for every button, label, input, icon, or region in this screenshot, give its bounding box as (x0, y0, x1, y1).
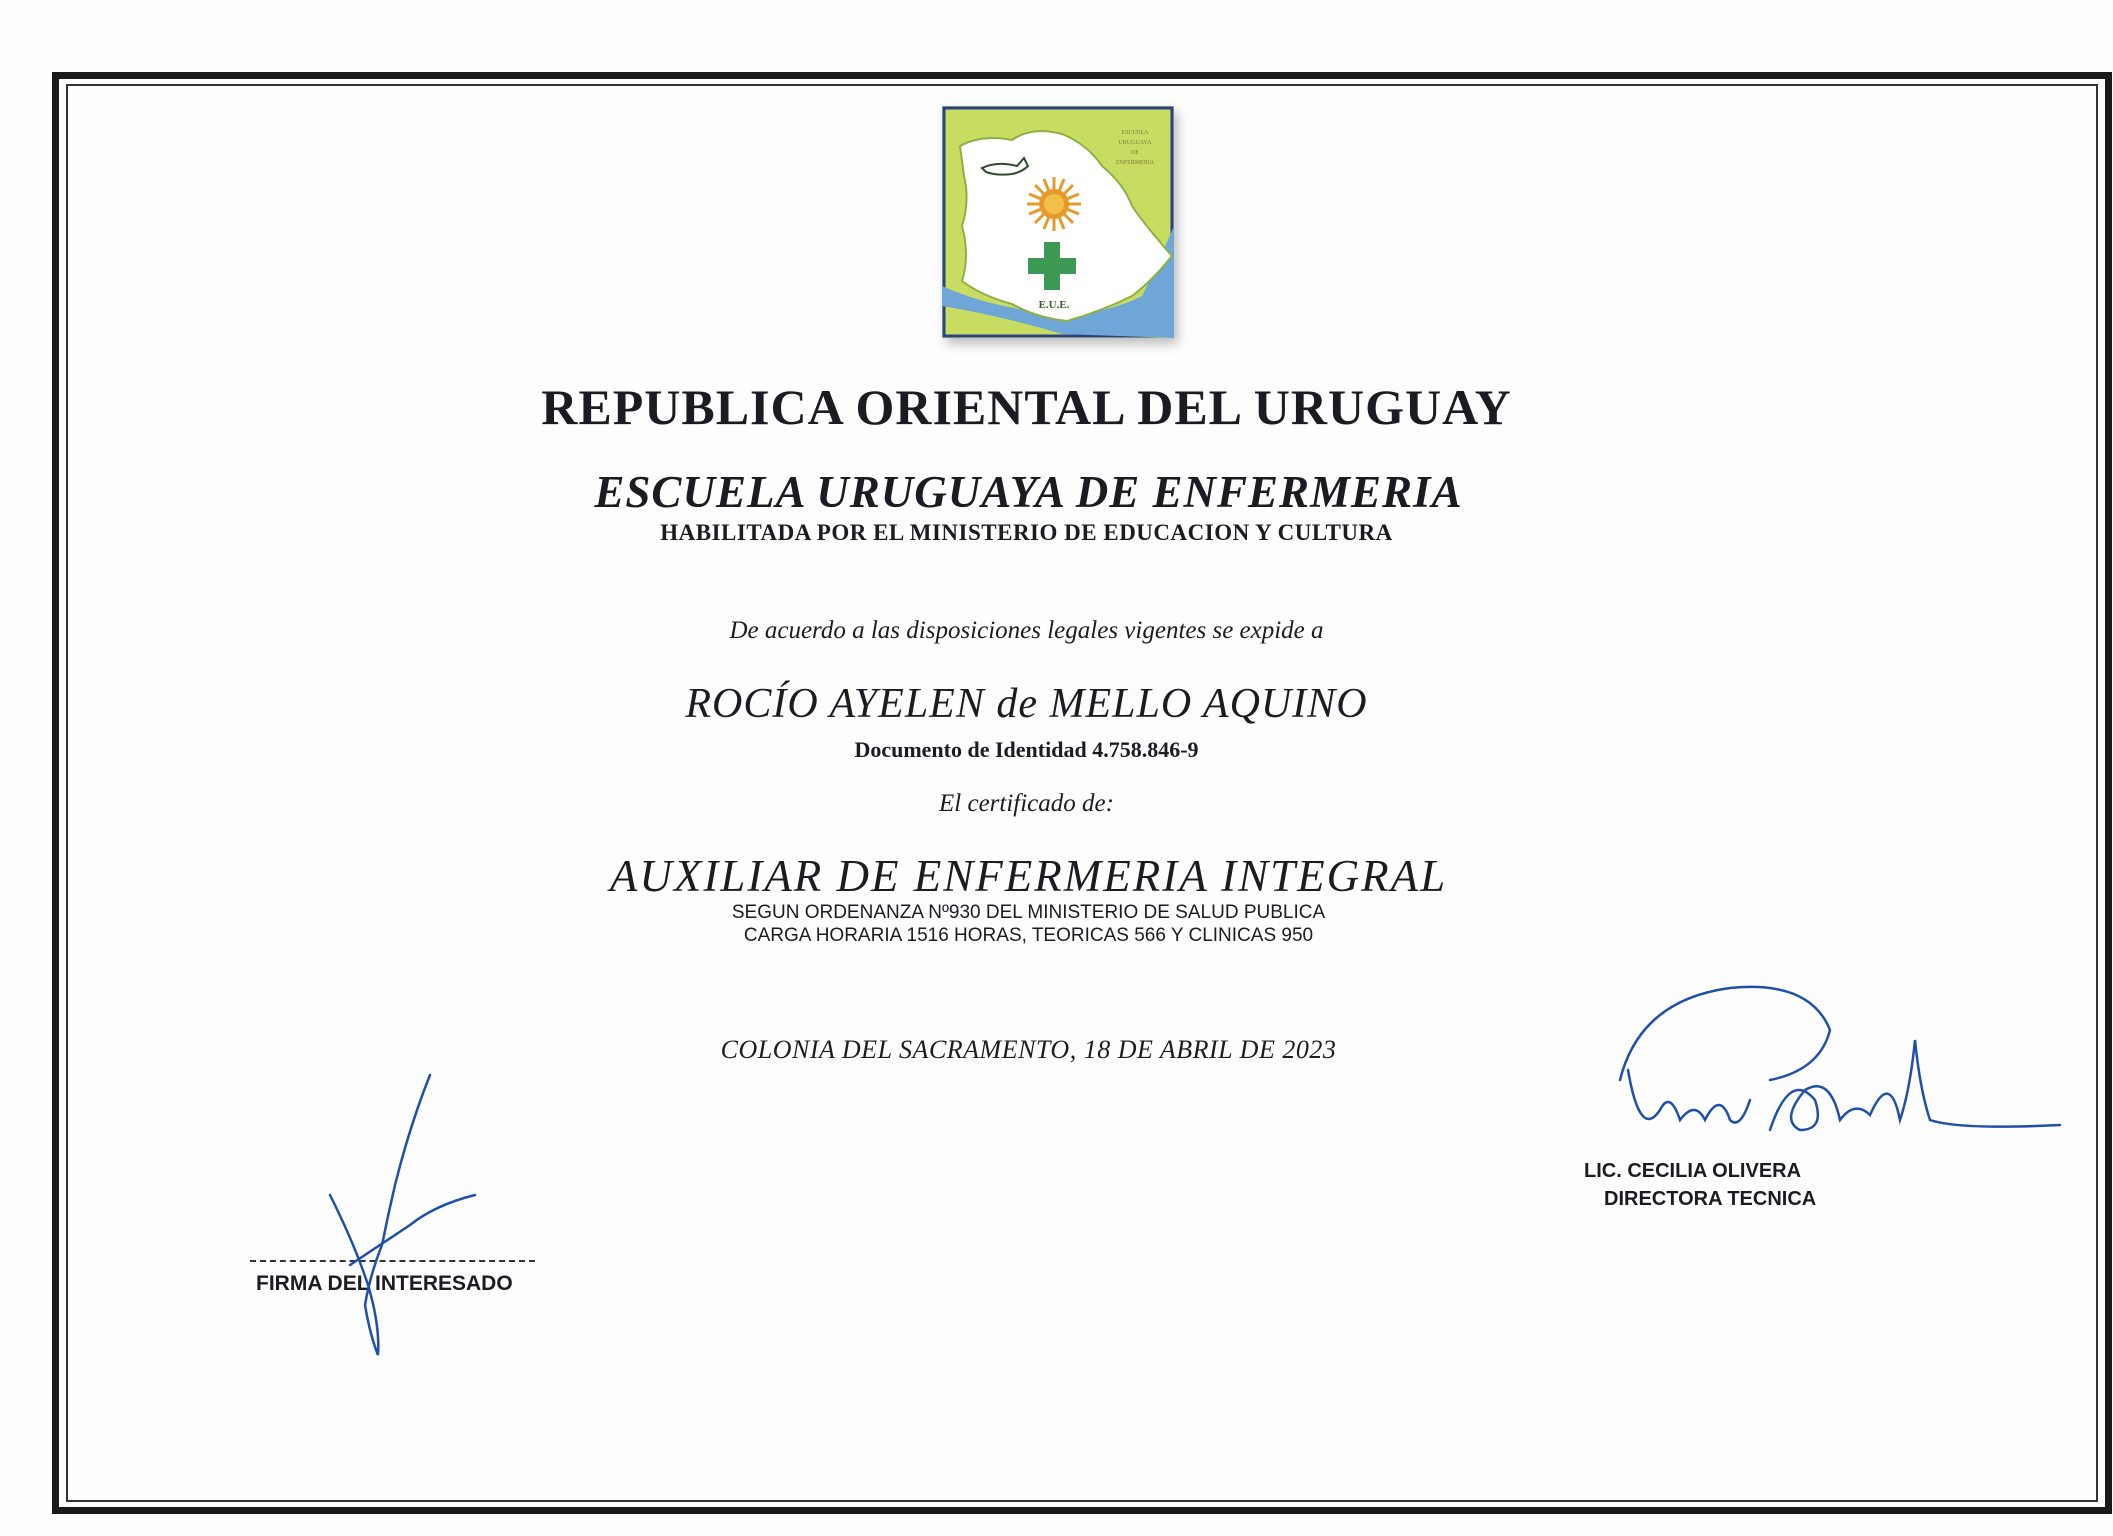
svg-text:ESCUELA: ESCUELA (1121, 130, 1149, 136)
document-id: Documento de Identidad 4.758.846-9 (854, 737, 1199, 762)
recipient-name: ROCÍO AYELEN de MELLO AQUINO (685, 681, 1368, 727)
svg-text:E.U.E.: E.U.E. (1038, 299, 1070, 311)
school-heading: ESCUELA URUGUAYA DE ENFERMERIA (594, 467, 1463, 517)
svg-text:DE: DE (1131, 150, 1139, 156)
interesado-signature-icon (310, 1065, 490, 1365)
school-logo (942, 106, 1174, 338)
director-title: DIRECTORA TECNICA (1604, 1188, 1817, 1210)
hours-text: CARGA HORARIA 1516 HORAS, TEORICAS 566 Y CLINICAS 950 (743, 925, 1314, 946)
country-heading: REPUBLICA ORIENTAL DEL URUGUAY (541, 379, 1512, 435)
place-date: COLONIA DEL SACRAMENTO, 18 DE ABRIL DE 2023 (720, 1035, 1337, 1064)
svg-text:URUGUAYA: URUGUAYA (1118, 140, 1152, 146)
certificate-title: AUXILIAR DE ENFERMERIA INTEGRAL (609, 851, 1448, 901)
habilitation-subtitle: HABILITADA POR EL MINISTERIO DE EDUCACION Y CULTURA (660, 520, 1393, 545)
certificate-label: El certificado de: (939, 790, 1114, 817)
ordenanza-text: SEGUN ORDENANZA Nº930 DEL MINISTERIO DE SALUD PUBLICA (731, 902, 1326, 923)
director-name: LIC. CECILIA OLIVERA (1584, 1160, 1802, 1182)
svg-text:ENFERMERIA: ENFERMERIA (1115, 160, 1155, 166)
uruguay-map-logo-icon (942, 106, 1174, 338)
director-signature-icon (1600, 980, 2070, 1170)
intro-text: De acuerdo a las disposiciones legales vigentes se expide a (729, 617, 1324, 644)
interesado-signature-label: FIRMA DEL INTERESADO (256, 1272, 513, 1295)
